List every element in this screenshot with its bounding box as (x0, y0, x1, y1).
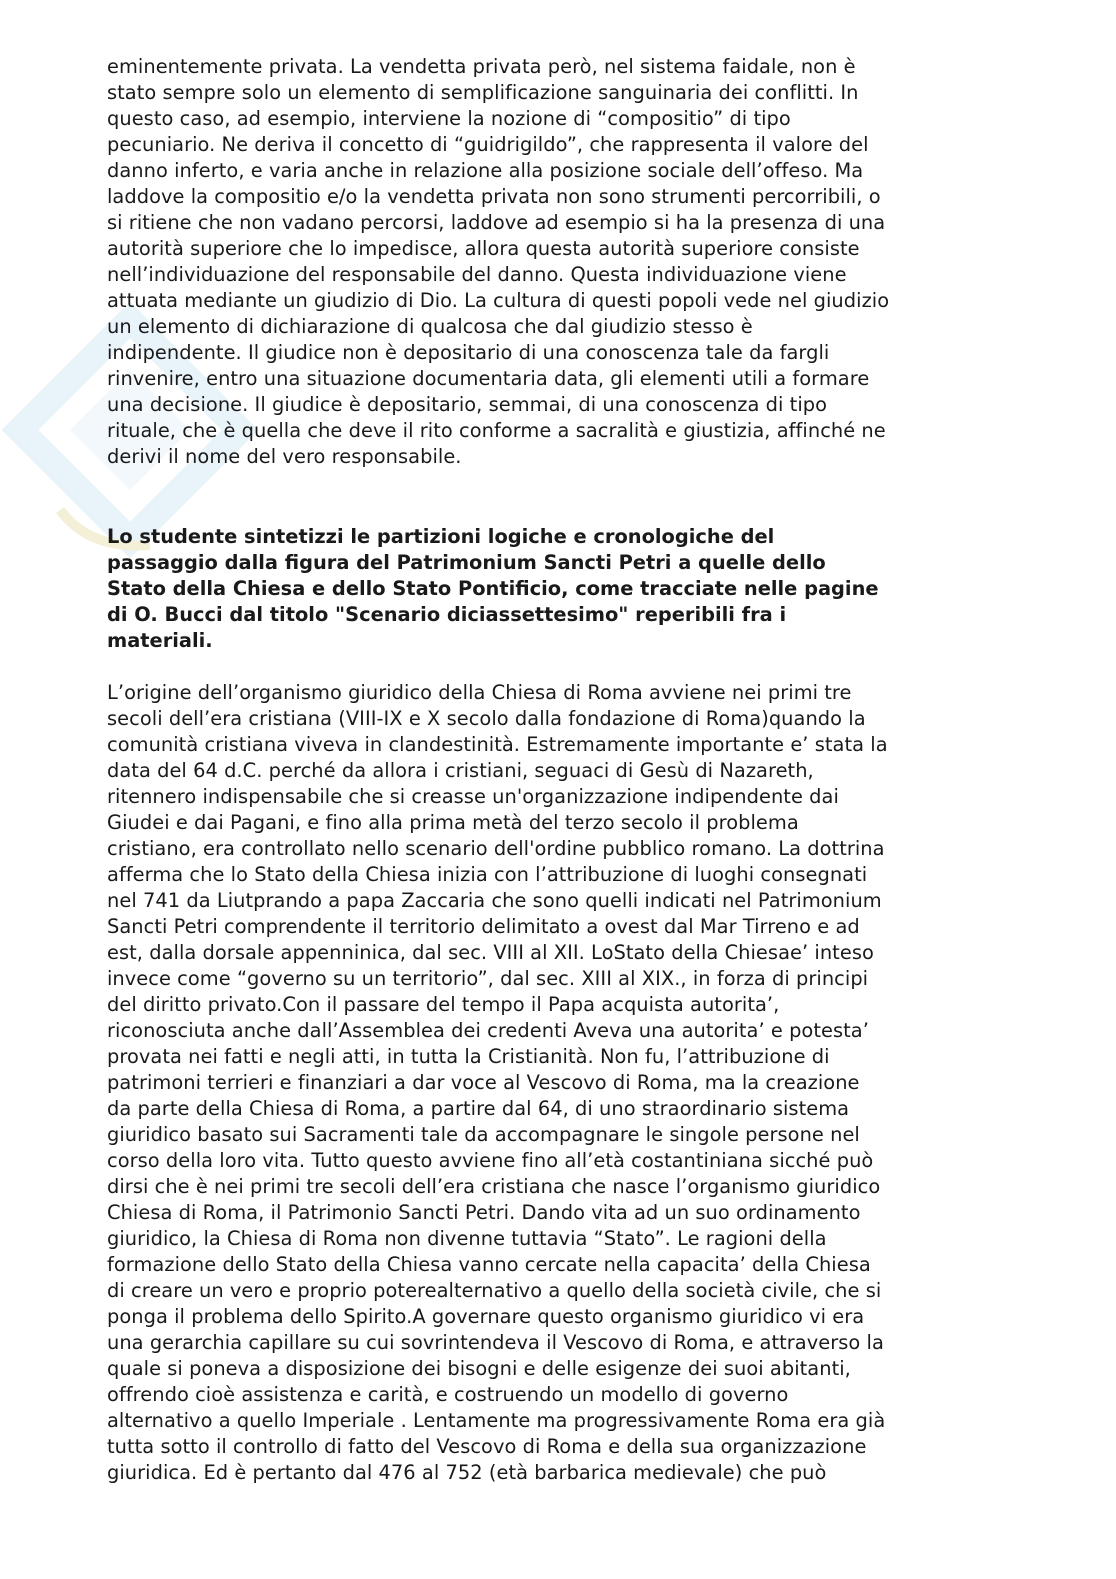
exam-question: Lo studente sintetizzi le partizioni logiche e cronologiche del passaggio dalla figura del Patrimonium Sancti Petri a quelle dello Stato della Chiesa e dello Stato Pontificio, come tracciate nelle pagine di O. Bucci dal titolo "Scenario diciassettesimo" reperibili fra i materiali. (107, 525, 879, 652)
body-paragraph-2: L’origine dell’organismo giuridico della Chiesa di Roma avviene nei primi tre secoli dell’era cristiana (VIII-IX e X secolo dalla fondazione di Roma)quando la comunità cristiana viveva in clandestinità. Estremamente importante e’ stata la data del 64 d.C. perché da allora i cristiani, seguaci di Gesù di Nazareth, ritennero indispensabile che si creasse un'organizzazione indipendente dai Giudei e dai Pagani, e fino alla prima metà del terzo secolo il problema cristiano, era controllato nello scenario dell'ordine pubblico romano. La dottrina afferma che lo Stato della Chiesa inizia con l’attribuzione di luoghi consegnati nel 741 da Liutprando a papa Zaccaria che sono quelli indicati nel Patrimonium Sancti Petri comprendente il territorio delimitato a ovest dal Mar Tirreno e ad est, dalla dorsale appenninica, dal sec. VIII al XII. LoStato della Chiesae’ inteso invece come “governo su un territorio”, dal sec. XIII al XIX., in forza di principi del diritto privato.Con il passare del tempo il Papa acquista autorita’, riconosciuta anche dall’Assemblea dei credenti Aveva una autorita’ e potesta’ provata nei fatti e negli atti, in tutta la Cristianità. Non fu, l’attribuzione di patrimoni terrieri e finanziari a dar voce al Vescovo di Roma, ma la creazione da parte della Chiesa di Roma, a partire dal 64, di uno straordinario sistema giuridico basato sui Sacramenti tale da accompagnare le singole persone nel corso della loro vita. Tutto questo avviene fino all’età costantiniana sicché può dirsi che è nei primi tre secoli dell’era cristiana che nasce l’organismo giuridico Chiesa di Roma, il Patrimonio Sancti Petri. Dando vita ad un suo ordinamento giuridico, la Chiesa di Roma non divenne tuttavia “Stato”. Le ragioni della formazione dello Stato della Chiesa vanno cercate nella capacita’ della Chiesa di creare un vero e proprio poterealternativo a quello della società civile, che si ponga il problema dello Spirito.A governare questo organismo giuridico vi era una gerarchia capillare su cui sovrintendeva il Vescovo di Roma, e attraverso la quale si poneva a disposizione dei bisogni e delle esigenze dei suoi abitanti, offrendo cioè assistenza e carità, e costruendo un modello di governo alternativo a quello Imperiale . Lentamente ma progressivamente Roma era già tutta sotto il controllo di fatto del Vescovo di Roma e della sua organizzazione giuridica. Ed è pertanto dal 476 al 752 (età barbarica medievale) che può (107, 681, 888, 1484)
body-paragraph-1: eminentemente privata. La vendetta privata però, nel sistema faidale, non è stato sempre solo un elemento di semplificazione sanguinaria dei conflitti. In questo caso, ad esempio, interviene la nozione di “compositio” di tipo pecuniario. Ne deriva il concetto di “guidrigildo”, che rappresenta il valore del danno inferto, e varia anche in relazione alla posizione sociale dell’offeso. Ma laddove la compositio e/o la vendetta privata non sono strumenti percorribili, o si ritiene che non vadano percorsi, laddove ad esempio si ha la presenza di una autorità superiore che lo impedisce, allora questa autorità superiore consiste nell’individuazione del responsabile del danno. Questa individuazione viene attuata mediante un giudizio di Dio. La cultura di questi popoli vede nel giudizio un elemento di dichiarazione di qualcosa che dal giudizio stesso è indipendente. Il giudice non è depositario di una conoscenza tale da fargli rinvenire, entro una situazione documentaria data, gli elementi utili a formare una decisione. Il giudice è depositario, semmai, di una conoscenza di tipo rituale, che è quella che deve il rito conforme a sacralità e giustizia, affinché ne derivi il nome del vero responsabile. (107, 55, 890, 468)
document-page (107, 54, 1007, 1486)
